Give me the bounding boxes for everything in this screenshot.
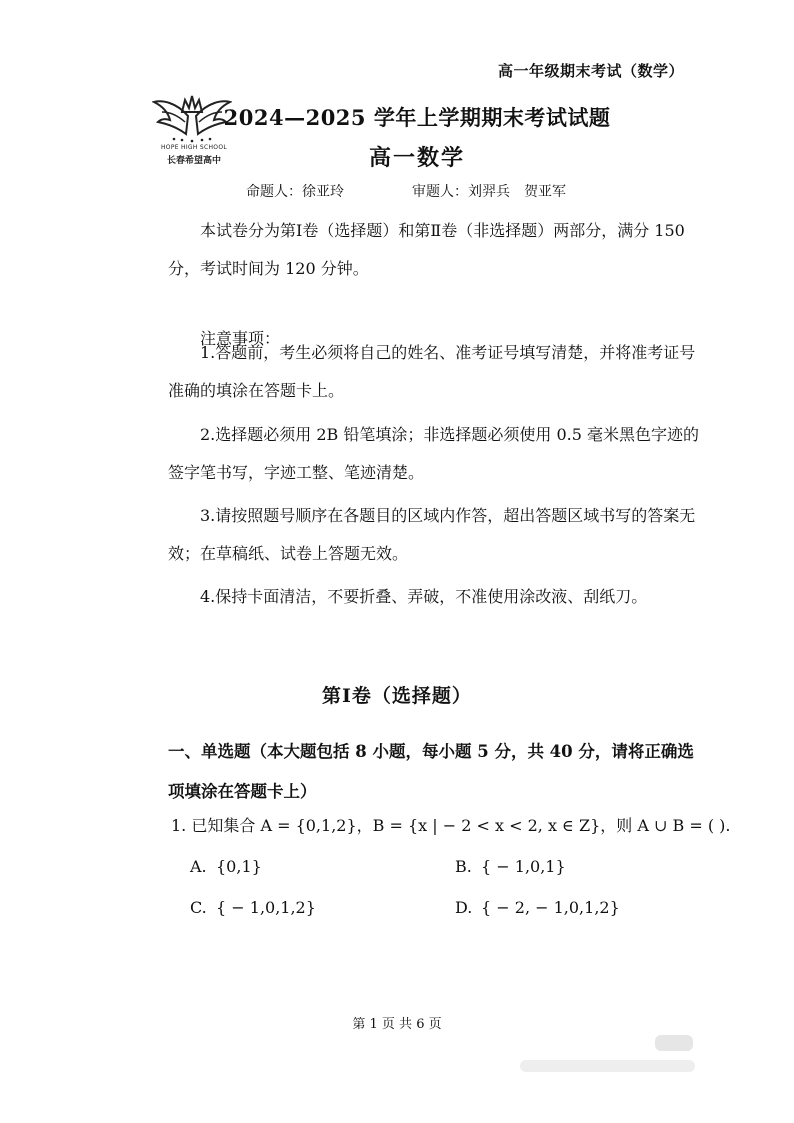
watermark-smudge (520, 1060, 695, 1072)
question-setter: 命题人：徐亚玲 (246, 184, 344, 200)
notice-item-3: 3.请按照题号顺序在各题目的区域内作答，超出答题区域书写的答案无效；在草稿纸、试卷上答题无效。 (168, 506, 696, 563)
question-1-option-b (455, 857, 566, 876)
exam-tag: 高一年级期末考试（数学） (497, 62, 684, 80)
watermark-smudge (655, 1035, 693, 1051)
option-label: B. (455, 857, 472, 876)
notice-item-2: 2.选择题必须用 2B 铅笔填涂；非选择题必须使用 0.5 毫米黑色字迹的签字笔书写，字迹工整、笔迹清楚。 (168, 425, 699, 482)
exam-subtitle: 高一数学 (368, 145, 465, 171)
option-text: { − 2, − 1,0,1,2} (481, 898, 620, 917)
question-1-option-d (455, 898, 620, 917)
notice-item-1: 1.答题前，考生必须将自己的姓名、准考证号填写清楚，并将准考证号准确的填涂在答题卡上。 (168, 343, 696, 400)
option-text: { − 1,0,1} (481, 857, 566, 876)
question-1-stem: 1. 已知集合 A = {0,1,2}，B = {x | − 2 < x < 2, x ∈ Z}，则 A ∪ B = ( ). (171, 816, 731, 835)
option-text: { − 1,0,1,2} (216, 898, 316, 917)
question-1-option-c (190, 898, 316, 917)
option-label: C. (190, 898, 207, 917)
part-title: 一、单选题（本大题包括 8 小题，每小题 5 分，共 40 分，请将正确选项填涂在答题卡上） (168, 742, 694, 801)
option-label: D. (455, 898, 473, 917)
question-1-option-a (190, 857, 262, 876)
option-text: {0,1} (216, 857, 262, 876)
option-label: A. (190, 857, 207, 876)
logo-chinese-text: 长春希望高中 (166, 156, 221, 166)
section-title: 第Ⅰ卷（选择题） (322, 685, 472, 707)
notice-title: 注意事项： (200, 329, 281, 348)
notice-item-4: 4.保持卡面清洁，不要折叠、弄破，不准使用涂改液、刮纸刀。 (200, 587, 648, 606)
question-reviewer: 审题人：刘羿兵 贺亚军 (412, 184, 566, 200)
page-footer: 第 1 页 共 6 页 (352, 1017, 442, 1032)
logo-english-text: HOPE HIGH SCHOOL (161, 144, 227, 151)
exam-intro: 本试卷分为第Ⅰ卷（选择题）和第Ⅱ卷（非选择题）两部分，满分 150 分，考试时间为 120 分钟。 (168, 221, 685, 278)
exam-title: 2024—2025 学年上学期期末考试试题 (223, 105, 611, 130)
